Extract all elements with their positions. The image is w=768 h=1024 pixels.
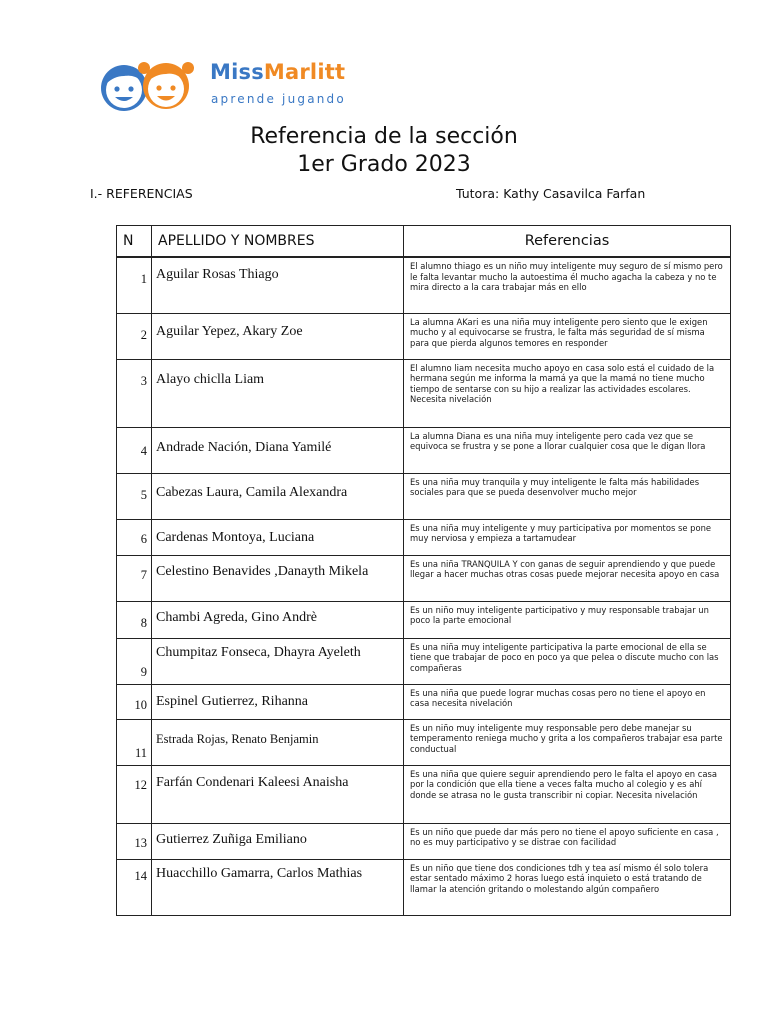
table-row bbox=[117, 313, 731, 359]
table-header-row bbox=[117, 226, 731, 258]
student-name: Chambi Agreda, Gino Andrè bbox=[152, 601, 404, 638]
header-name: APELLIDO Y NOMBRES bbox=[152, 226, 404, 258]
student-name: Cardenas Montoya, Luciana bbox=[152, 519, 404, 555]
row-number: 13 bbox=[117, 823, 152, 859]
table-row bbox=[117, 638, 731, 684]
student-name: Aguilar Rosas Thiago bbox=[152, 257, 404, 313]
page-title: Referencia de la sección bbox=[250, 124, 518, 149]
header-n: N bbox=[117, 226, 152, 258]
reference-note: Es una niña muy inteligente participativa la parte emocional de ella se tiene que trabajar de poco en poco ya que pelea o discute mucho con las compañeras bbox=[404, 638, 731, 684]
row-number: 1 bbox=[117, 257, 152, 313]
missmarlitt-logo bbox=[98, 54, 358, 116]
row-number: 5 bbox=[117, 473, 152, 519]
student-name: Aguilar Yepez, Akary Zoe bbox=[152, 313, 404, 359]
table-row bbox=[117, 719, 731, 765]
reference-note: Es una niña muy tranquila y muy inteligente le falta más habilidades sociales para que se pueda desenvolver mucho mejor bbox=[404, 473, 731, 519]
brand-marlitt: Marlitt bbox=[263, 60, 346, 84]
student-name: Espinel Gutierrez, Rihanna bbox=[152, 684, 404, 719]
student-name: Alayo chiclla Liam bbox=[152, 359, 404, 427]
student-name: Chumpitaz Fonseca, Dhayra Ayeleth bbox=[152, 638, 404, 684]
student-name: Cabezas Laura, Camila Alexandra bbox=[152, 473, 404, 519]
student-name: Celestino Benavides ,Danayth Mikela bbox=[152, 555, 404, 601]
table-row bbox=[117, 427, 731, 473]
tutor-label: Tutora: Kathy Casavilca Farfan bbox=[456, 186, 646, 201]
section-label: I.- REFERENCIAS bbox=[90, 186, 193, 201]
student-name: Estrada Rojas, Renato Benjamin bbox=[152, 719, 404, 765]
row-number: 14 bbox=[117, 859, 152, 915]
student-name: Andrade Nación, Diana Yamilé bbox=[152, 427, 404, 473]
brand-name bbox=[210, 60, 345, 84]
table-row bbox=[117, 823, 731, 859]
row-number: 9 bbox=[117, 638, 152, 684]
row-number: 2 bbox=[117, 313, 152, 359]
row-number: 4 bbox=[117, 427, 152, 473]
table-row bbox=[117, 684, 731, 719]
reference-note: Es una niña que puede lograr muchas cosas pero no tiene el apoyo en casa necesita nivelación bbox=[404, 684, 731, 719]
table-row bbox=[117, 257, 731, 313]
table-row bbox=[117, 555, 731, 601]
row-number: 7 bbox=[117, 555, 152, 601]
table-row bbox=[117, 859, 731, 915]
row-number: 12 bbox=[117, 765, 152, 823]
reference-note: El alumno liam necesita mucho apoyo en casa solo está el cuidado de la hermana según me informa la mamá ya que la mamá no tiene mucho tiempo de sentarse con su hijo a realizar las actividades escolares. Necesita nivelación bbox=[404, 359, 731, 427]
row-number: 11 bbox=[117, 719, 152, 765]
reference-note: Es un niño muy inteligente muy responsable pero debe manejar su temperamento reniega mucho y grita a los compañeros trabajar esa parte conductual bbox=[404, 719, 731, 765]
table-row bbox=[117, 359, 731, 427]
row-number: 8 bbox=[117, 601, 152, 638]
reference-note: Es una niña muy inteligente y muy participativa por momentos se pone muy nerviosa y empieza a tartamudear bbox=[404, 519, 731, 555]
header-references: Referencias bbox=[404, 226, 731, 258]
reference-note: Es una niña TRANQUILA Y con ganas de seguir aprendiendo y que puede llegar a hacer muchas otras cosas puede mejorar necesita apoyo en casa bbox=[404, 555, 731, 601]
row-number: 10 bbox=[117, 684, 152, 719]
row-number: 3 bbox=[117, 359, 152, 427]
table-row bbox=[117, 473, 731, 519]
reference-note: La alumna AKari es una niña muy inteligente pero siento que le exigen mucho y al equivocarse se frustra, le falta más seguridad de sí misma para que pierda algunos temores en responder bbox=[404, 313, 731, 359]
brand-tagline: aprende jugando bbox=[211, 92, 346, 106]
reference-note: Es un niño que tiene dos condiciones tdh y tea así mismo él solo tolera estar sentado máximo 2 horas luego está inquieto o está tratando de llamar la atención gritando o molestando algún compañero bbox=[404, 859, 731, 915]
row-number: 6 bbox=[117, 519, 152, 555]
table-row bbox=[117, 601, 731, 638]
reference-note: La alumna Diana es una niña muy inteligente pero cada vez que se equivoca se frustra y se pone a llorar cualquier cosa que le digan llora bbox=[404, 427, 731, 473]
student-name: Farfán Condenari Kaleesi Anaisha bbox=[152, 765, 404, 823]
reference-note: Es una niña que quiere seguir aprendiendo pero le falta el apoyo en casa por la condición que ella tiene a veces falta mucho al colegio y es ahí donde se atrasa no le gusta transcribir ni copiar. Necesita nivelación bbox=[404, 765, 731, 823]
reference-note: El alumno thiago es un niño muy inteligente muy seguro de sí mismo pero le falta levantar mucho la autoestima él mucho agacha la cabeza y no te mira directo a la cara trabajar más en ello bbox=[404, 257, 731, 313]
page-subtitle: 1er Grado 2023 bbox=[297, 152, 471, 177]
reference-note: Es un niño muy inteligente participativo y muy responsable trabajar un poco la parte emocional bbox=[404, 601, 731, 638]
table-row bbox=[117, 765, 731, 823]
student-name: Gutierrez Zuñiga Emiliano bbox=[152, 823, 404, 859]
brand-miss: Miss bbox=[210, 60, 264, 84]
references-table bbox=[116, 225, 731, 916]
table-row bbox=[117, 519, 731, 555]
student-name: Huacchillo Gamarra, Carlos Mathias bbox=[152, 859, 404, 915]
kids-faces-icon bbox=[98, 54, 208, 116]
reference-note: Es un niño que puede dar más pero no tiene el apoyo suficiente en casa , no es muy participativo y se distrae con facilidad bbox=[404, 823, 731, 859]
